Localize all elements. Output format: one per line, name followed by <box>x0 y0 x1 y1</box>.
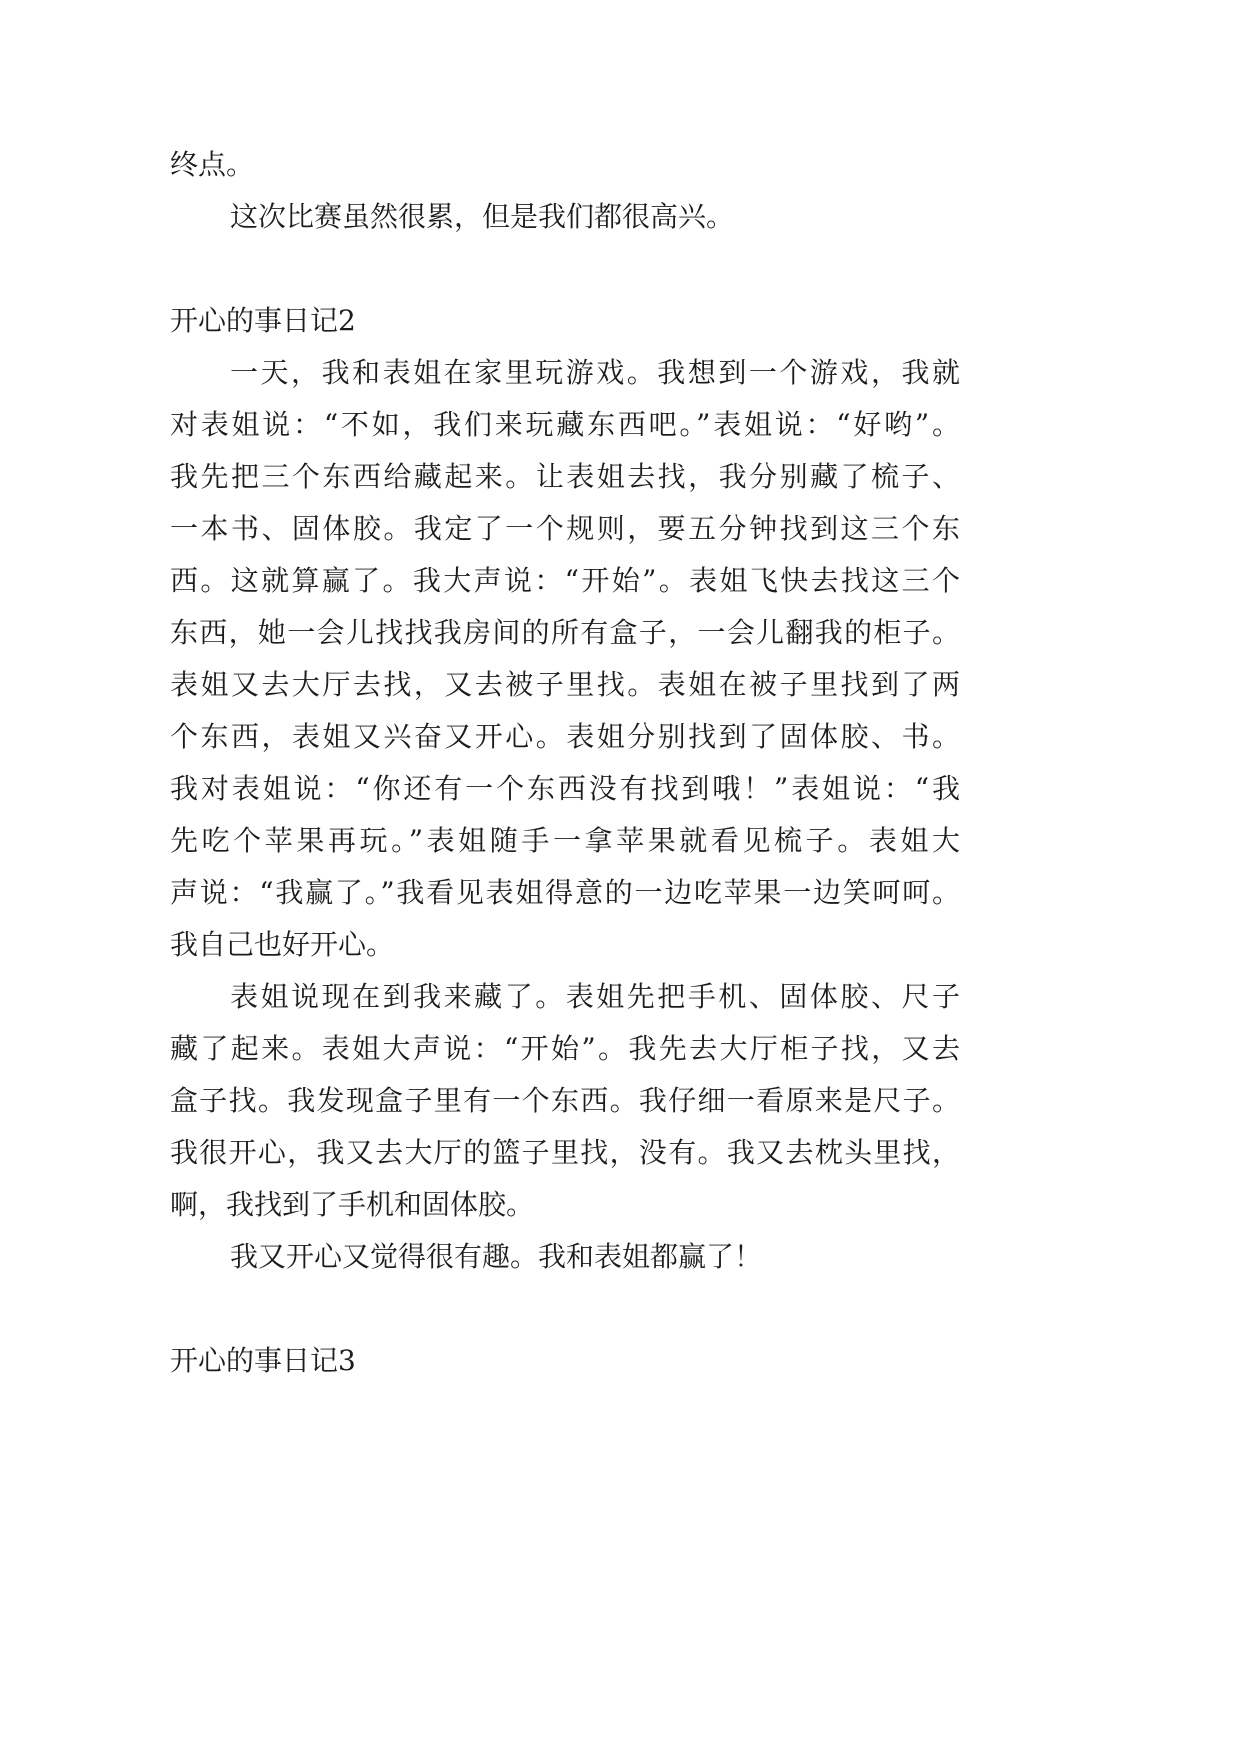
text-line: 表姐又去大厅去找，又去被子里找。表姐在被子里找到了两 <box>170 668 960 701</box>
text-line: 我先把三个东西给藏起来。让表姐去找，我分别藏了梳子、 <box>170 460 960 493</box>
text-line: 一天，我和表姐在家里玩游戏。我想到一个游戏，我就 <box>230 356 960 389</box>
text-line: 盒子找。我发现盒子里有一个东西。我仔细一看原来是尺子。 <box>170 1084 960 1117</box>
paragraph <box>170 191 960 243</box>
text-line: 终点。 <box>170 148 255 181</box>
text-line: 我很开心，我又去大厅的篮子里找，没有。我又去枕头里找， <box>170 1136 960 1169</box>
text-line: 对表姐说：“不如，我们来玩藏东西吧。”表姐说：“好哟”。 <box>170 408 960 441</box>
text-line: 藏了起来。表姐大声说：“开始”。我先去大厅柜子找，又去 <box>170 1032 960 1065</box>
document-page <box>170 139 960 1387</box>
text-line: 我自己也好开心。 <box>170 928 395 961</box>
diary-entry-continuation <box>170 139 960 243</box>
paragraph <box>170 1231 960 1283</box>
text-line: 我又开心又觉得很有趣。我和表姐都赢了！ <box>230 1240 763 1273</box>
text-line: 啊，我找到了手机和固体胶。 <box>170 1188 535 1221</box>
text-line: 声说：“我赢了。”我看见表姐得意的一边吃苹果一边笑呵呵。 <box>170 876 960 909</box>
text-line: 表姐说现在到我来藏了。表姐先把手机、固体胶、尺子 <box>230 980 960 1013</box>
text-line: 我对表姐说：“你还有一个东西没有找到哦！”表姐说：“我 <box>170 772 960 805</box>
entry-title: 开心的事日记3 <box>170 1344 356 1377</box>
diary-entry <box>170 295 960 1283</box>
text-line: 这次比赛虽然很累，但是我们都很高兴。 <box>230 200 735 233</box>
diary-entry <box>170 1335 960 1387</box>
text-line: 先吃个苹果再玩。”表姐随手一拿苹果就看见梳子。表姐大 <box>170 824 960 857</box>
paragraph <box>170 971 960 1231</box>
text-line: 一本书、固体胶。我定了一个规则，要五分钟找到这三个东 <box>170 512 960 545</box>
text-line: 个东西，表姐又兴奋又开心。表姐分别找到了固体胶、书。 <box>170 720 960 753</box>
paragraph <box>170 347 960 971</box>
text-line: 东西，她一会儿找找我房间的所有盒子，一会儿翻我的柜子。 <box>170 616 960 649</box>
entry-title: 开心的事日记2 <box>170 304 356 337</box>
paragraph <box>170 139 960 191</box>
text-line: 西。这就算赢了。我大声说：“开始”。表姐飞快去找这三个 <box>170 564 960 597</box>
